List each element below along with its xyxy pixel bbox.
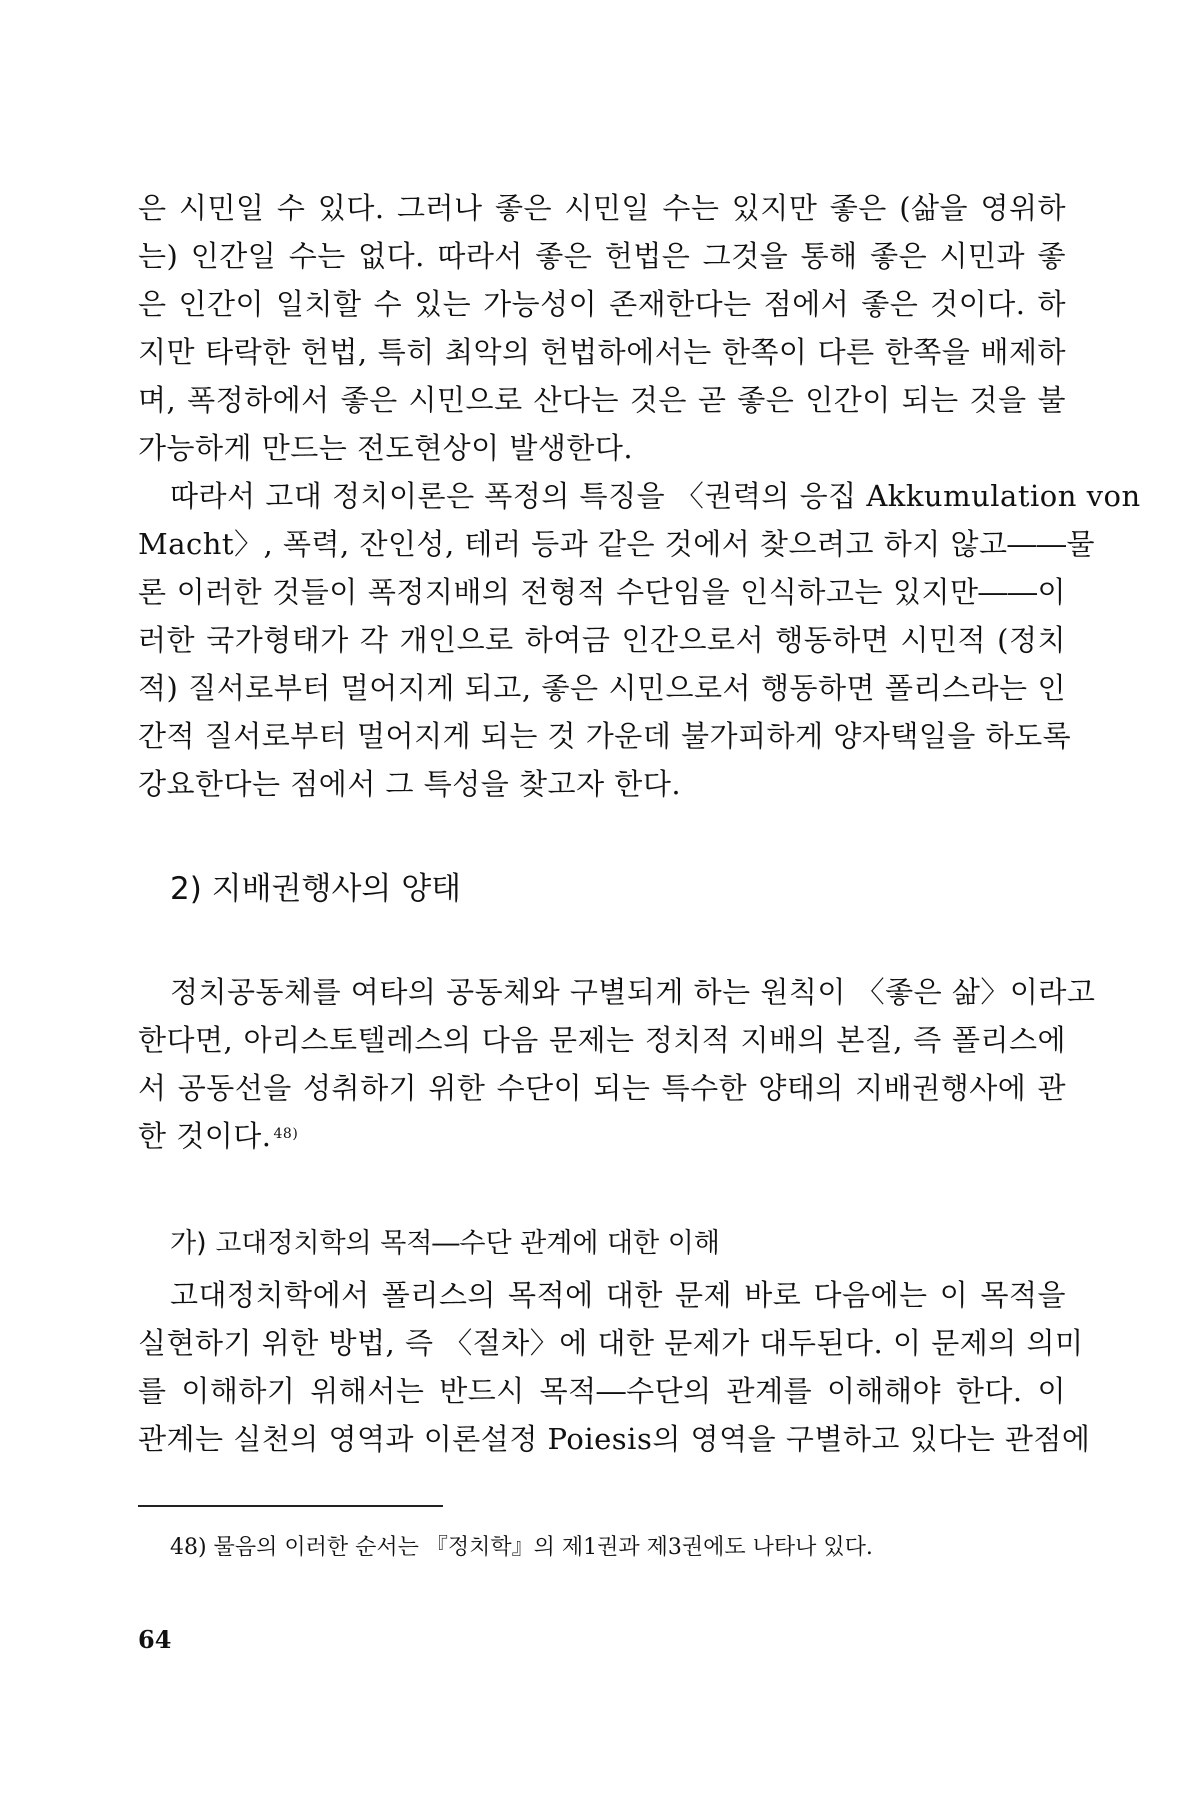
text-line: 정치공동체를 여타의 공동체와 구별되게 하는 원칙이 〈좋은 삶〉이라고 bbox=[170, 975, 1096, 1009]
text-line: 는) 인간일 수는 없다. 따라서 좋은 헌법은 그것을 통해 좋은 시민과 좋 bbox=[138, 239, 1066, 273]
text-line: 은 시민일 수 있다. 그러나 좋은 시민일 수는 있지만 좋은 (삶을 영위하 bbox=[138, 191, 1066, 225]
text-line: 실현하기 위한 방법, 즉 〈절차〉에 대한 문제가 대두된다. 이 문제의 의미 bbox=[138, 1326, 1084, 1360]
footnote-divider bbox=[138, 1505, 443, 1507]
text-line: 를 이해하기 위해서는 반드시 목적―수단의 관계를 이해해야 한다. 이 bbox=[138, 1374, 1066, 1408]
page-number: 64 bbox=[138, 1625, 172, 1654]
text-line-content: 한 것이다. bbox=[138, 1119, 272, 1153]
text-line: 며, 폭정하에서 좋은 시민으로 산다는 것은 곧 좋은 인간이 되는 것을 불 bbox=[138, 383, 1066, 417]
subsection-heading: 가) 고대정치학의 목적―수단 관계에 대한 이해 bbox=[170, 1228, 720, 1259]
text-line: 강요한다는 점에서 그 특성을 찾고자 한다. bbox=[138, 767, 682, 801]
text-line: Macht〉, 폭력, 잔인성, 테러 등과 같은 것에서 찾으려고 하지 않고――물 bbox=[138, 527, 1095, 561]
text-line: 론 이러한 것들이 폭정지배의 전형적 수단임을 인식하고는 있지만――이 bbox=[138, 575, 1066, 609]
text-line: 지만 타락한 헌법, 특히 최악의 헌법하에서는 한쪽이 다른 한쪽을 배제하 bbox=[138, 335, 1066, 369]
footnote: 48) 물음의 이러한 순서는 『정치학』의 제1권과 제3권에도 나타나 있다. bbox=[170, 1535, 873, 1560]
text-line: 은 인간이 일치할 수 있는 가능성이 존재한다는 점에서 좋은 것이다. 하 bbox=[138, 287, 1066, 321]
text-line: 간적 질서로부터 멀어지게 되는 것 가운데 불가피하게 양자택일을 하도록 bbox=[138, 719, 1072, 753]
text-line: 한다면, 아리스토텔레스의 다음 문제는 정치적 지배의 본질, 즉 폴리스에 bbox=[138, 1023, 1066, 1057]
section-heading: 2) 지배권행사의 양태 bbox=[170, 871, 462, 907]
text-line: 서 공동선을 성취하기 위한 수단이 되는 특수한 양태의 지배권행사에 관 bbox=[138, 1071, 1066, 1105]
text-line bbox=[138, 1116, 1066, 1156]
text-line: 관계는 실천의 영역과 이론설정 Poiesis의 영역을 구별하고 있다는 관점에 bbox=[138, 1422, 1091, 1456]
text-line: 가능하게 만드는 전도현상이 발생한다. bbox=[138, 431, 634, 465]
text-line: 고대정치학에서 폴리스의 목적에 대한 문제 바로 다음에는 이 목적을 bbox=[170, 1278, 1066, 1312]
footnote-reference: 48) bbox=[273, 1126, 299, 1142]
text-line: 러한 국가형태가 각 개인으로 하여금 인간으로서 행동하면 시민적 (정치 bbox=[138, 623, 1066, 657]
text-line: 적) 질서로부터 멀어지게 되고, 좋은 시민으로서 행동하면 폴리스라는 인 bbox=[138, 671, 1066, 705]
text-line: 따라서 고대 정치이론은 폭정의 특징을 〈권력의 응집 Akkumulation von bbox=[170, 479, 1141, 513]
